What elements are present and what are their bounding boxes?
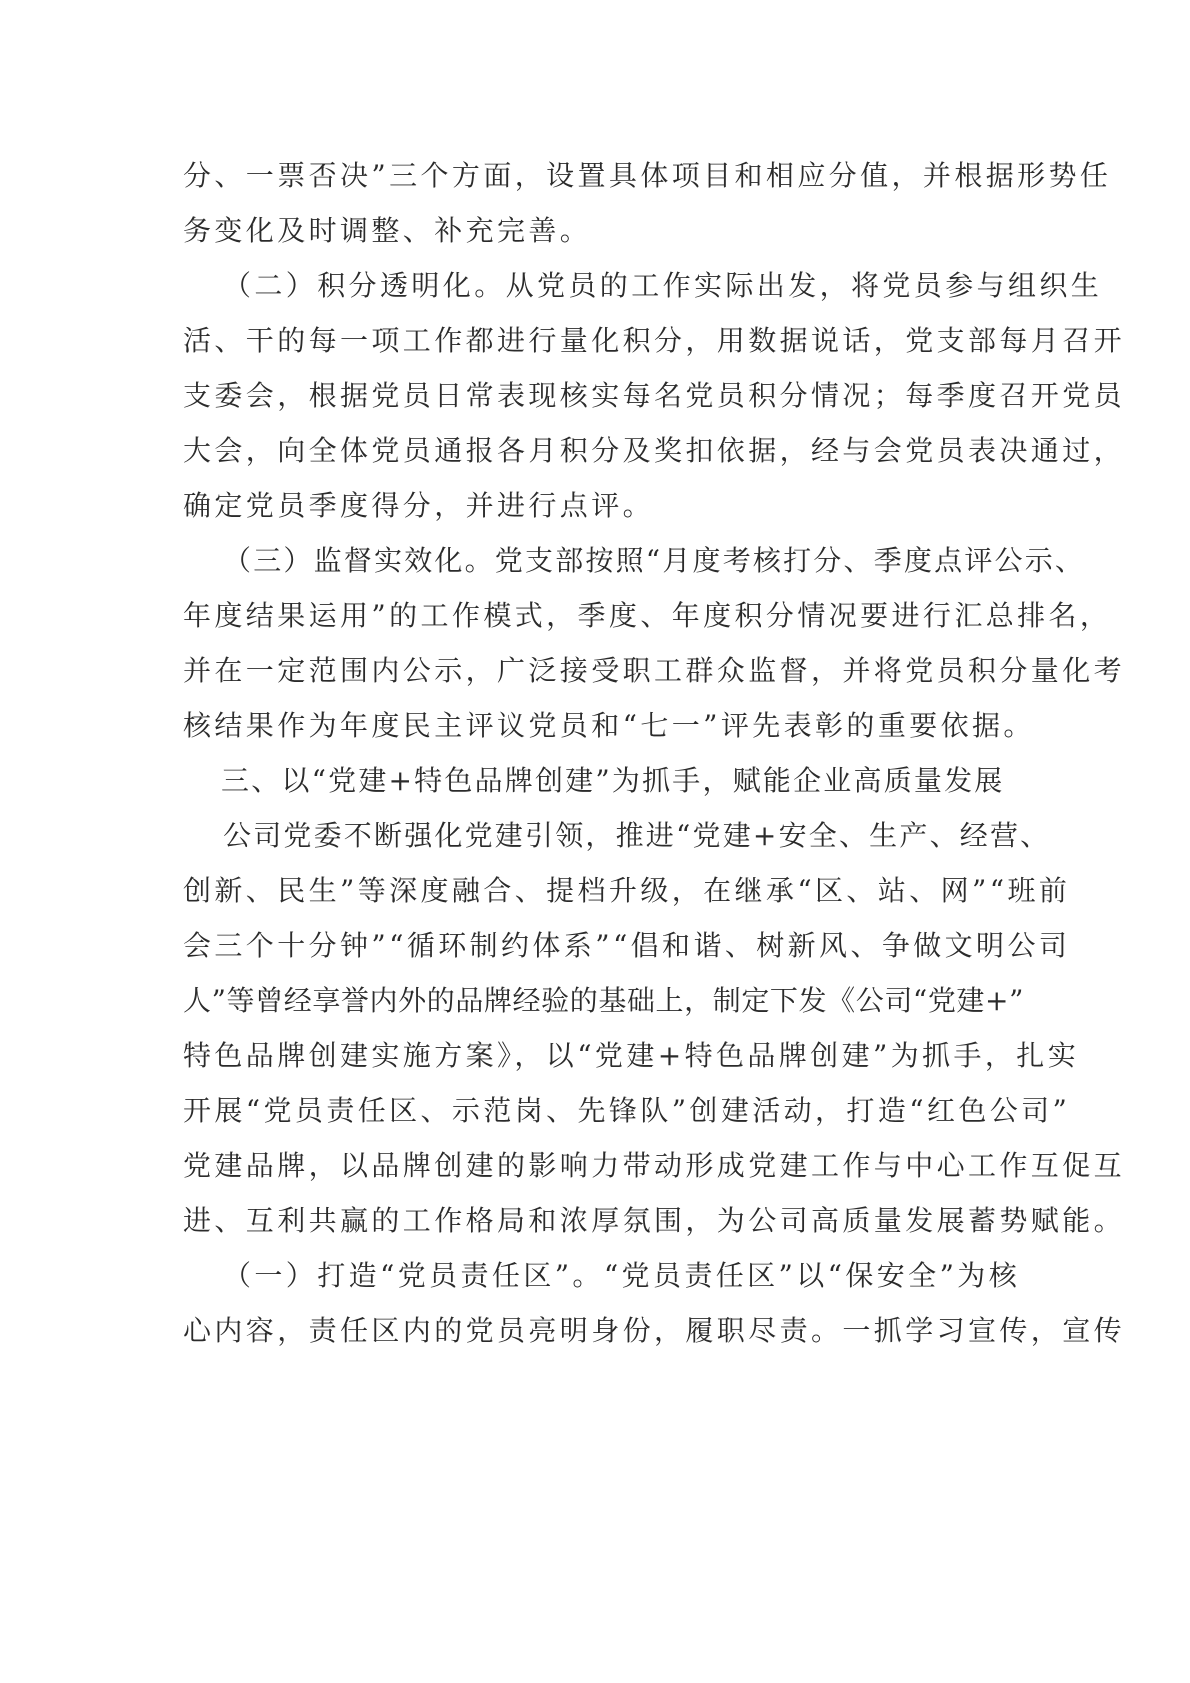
body-line: 务变化及时调整、补充完善。	[183, 214, 592, 247]
body-line: 创新、民生”等深度融合、提档升级，在继承“区、站、网”“班前	[183, 874, 1071, 907]
body-line: 大会，向全体党员通报各月积分及奖扣依据，经与会党员表决通过，	[183, 434, 1126, 467]
body-line: 进、互利共赢的工作格局和浓厚氛围，为公司高质量发展蓄势赋能。	[183, 1204, 1126, 1237]
document-body	[183, 148, 1126, 1358]
body-line: 确定党员季度得分，并进行点评。	[183, 489, 655, 522]
body-line: 人”等曾经享誉内外的品牌经验的基础上，制定下发《公司“党建+”	[183, 984, 1025, 1017]
body-line: 特色品牌创建实施方案》，以“党建+特色品牌创建”为抓手，扎实	[183, 1039, 1080, 1072]
subheading-line: （三）监督实效化。党支部按照“月度考核打分、季度点评公示、	[223, 544, 1086, 577]
body-line: 开展“党员责任区、示范岗、先锋队”创建活动，打造“红色公司”	[183, 1094, 1071, 1127]
subheading-line: （二）积分透明化。从党员的工作实际出发，将党员参与组织生	[223, 269, 1103, 302]
body-line: 年度结果运用”的工作模式，季度、年度积分情况要进行汇总排名，	[183, 599, 1112, 632]
body-line: 核结果作为年度民主评议党员和“七一”评先表彰的重要依据。	[183, 709, 1035, 742]
body-line: 并在一定范围内公示，广泛接受职工群众监督，并将党员积分量化考	[183, 654, 1126, 687]
paragraph-first-line: 公司党委不断强化党建引领，推进“党建+安全、生产、经营、	[223, 819, 1051, 852]
body-line: 党建品牌，以品牌创建的影响力带动形成党建工作与中心工作互促互	[183, 1149, 1126, 1182]
body-line: 活、干的每一项工作都进行量化积分，用数据说话，党支部每月召开	[183, 324, 1126, 357]
body-line: 支委会，根据党员日常表现核实每名党员积分情况；每季度召开党员	[183, 379, 1126, 412]
section-heading: 三、以“党建+特色品牌创建”为抓手，赋能企业高质量发展	[221, 764, 1005, 797]
body-line: 分、一票否决”三个方面，设置具体项目和相应分值，并根据形势任	[183, 159, 1112, 192]
body-line: 会三个十分钟”“循环制约体系”“倡和谐、树新风、争做文明公司	[183, 929, 1071, 962]
subheading-line: （一）打造“党员责任区”。“党员责任区”以“保安全”为核	[223, 1259, 1021, 1292]
body-line: 心内容，责任区内的党员亮明身份，履职尽责。一抓学习宣传，宣传	[183, 1314, 1126, 1347]
